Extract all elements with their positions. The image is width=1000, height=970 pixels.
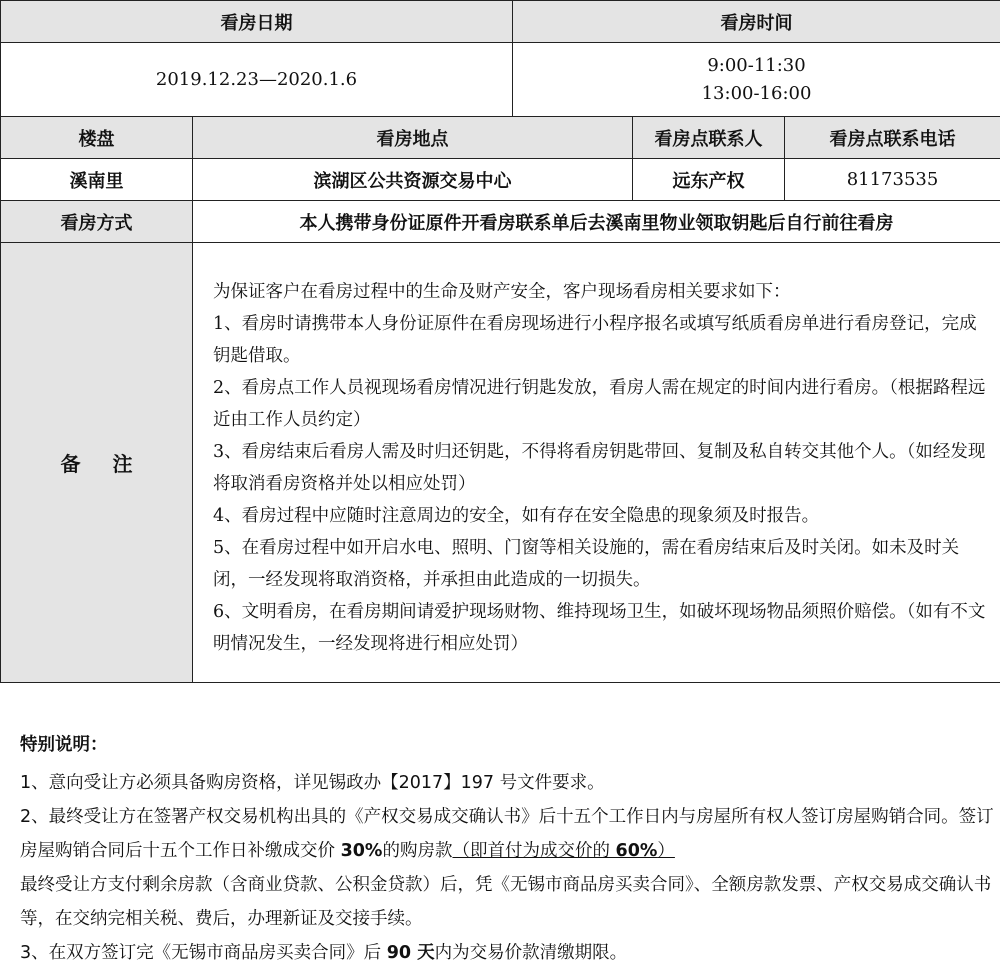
special-note-3-text-a: 3、在双方签订完《无锡市商品房买卖合同》后 [20, 943, 387, 963]
remarks-item-2: 2、看房点工作人员视现场看房情况进行钥匙发放，看房人需在规定的时间内进行看房。（根据路程远近由工作人员约定） [213, 372, 994, 436]
remarks-intro: 为保证客户在看房过程中的生命及财产安全，客户现场看房相关要求如下： [213, 276, 994, 308]
method-header: 看房方式 [1, 201, 193, 243]
special-note-2-text-e: 最终受让方支付剩余房款（含商业贷款、公积金贷款）后，凭《无锡市商品房买卖合同》、全额房款发票、产权交易成交确认书等，在交纳完相关税、费后，办理新证及交接手续。 [20, 875, 991, 929]
phone-header: 看房点联系电话 [785, 117, 1000, 159]
remarks-item-5: 5、在看房过程中如开启水电、照明、门窗等相关设施的，需在看房结束后及时关闭。如未及时关闭，一经发现将取消资格，并承担由此造成的一切损失。 [213, 532, 994, 596]
view-time-header: 看房时间 [513, 1, 1000, 43]
view-time-afternoon: 13:00-16:00 [513, 80, 1000, 108]
remarks-item-4: 4、看房过程中应随时注意周边的安全，如有存在安全隐患的现象须及时报告。 [213, 500, 994, 532]
contact-value: 远东产权 [633, 159, 785, 201]
special-note-1: 1、意向受让方必须具备购房资格，详见锡政办【2017】197 号文件要求。 [20, 766, 995, 800]
special-notes [20, 728, 995, 970]
view-date-header: 看房日期 [1, 1, 513, 43]
special-note-2-text-a: 2、最终受让方在签署产权交易机构出具的《产权交易成交确认书》后十五个工作日内与房屋所有权人签订房屋购销合同。签订房屋购销合同后十五个工作日补缴成交价 [20, 807, 994, 861]
special-note-2-percent-30: 30% [341, 841, 383, 861]
property-header: 楼盘 [1, 117, 193, 159]
special-note-2 [20, 800, 995, 936]
view-time-morning: 9:00-11:30 [513, 52, 1000, 80]
location-header: 看房地点 [193, 117, 633, 159]
special-notes-title: 特别说明： [20, 728, 995, 762]
remarks-item-3: 3、看房结束后看房人需及时归还钥匙，不得将看房钥匙带回、复制及私自转交其他个人。（如经发现将取消看房资格并处以相应处罚） [213, 436, 994, 500]
view-date-value: 2019.12.23—2020.1.6 [1, 43, 513, 117]
phone-value: 81173535 [785, 159, 1000, 201]
special-note-3-text-b: 内为交易价款清缴期限。 [435, 943, 628, 963]
method-value: 本人携带身份证原件开看房联系单后去溪南里物业领取钥匙后自行前往看房 [193, 201, 1000, 243]
special-note-2-text-d: ） [657, 841, 675, 861]
remarks-header: 备注 [1, 243, 193, 683]
special-note-2-percent-60: 60% [616, 841, 658, 861]
remarks-body [193, 243, 1000, 683]
special-note-3-days: 90 天 [387, 943, 435, 963]
view-time-value [513, 43, 1000, 117]
special-note-2-down-payment [452, 841, 674, 861]
property-value: 溪南里 [1, 159, 193, 201]
contact-header: 看房点联系人 [633, 117, 785, 159]
special-note-2-text-c: （即首付为成交价的 [452, 841, 615, 861]
special-note-3 [20, 936, 995, 970]
special-note-2-text-b: 的购房款 [382, 841, 452, 861]
location-value: 滨湖区公共资源交易中心 [193, 159, 633, 201]
remarks-item-6: 6、文明看房，在看房期间请爱护现场财物、维持现场卫生，如破坏现场物品须照价赔偿。（如有不文明情况发生，一经发现将进行相应处罚） [213, 596, 994, 660]
remarks-item-1: 1、看房时请携带本人身份证原件在看房现场进行小程序报名或填写纸质看房单进行看房登记，完成钥匙借取。 [213, 308, 994, 372]
